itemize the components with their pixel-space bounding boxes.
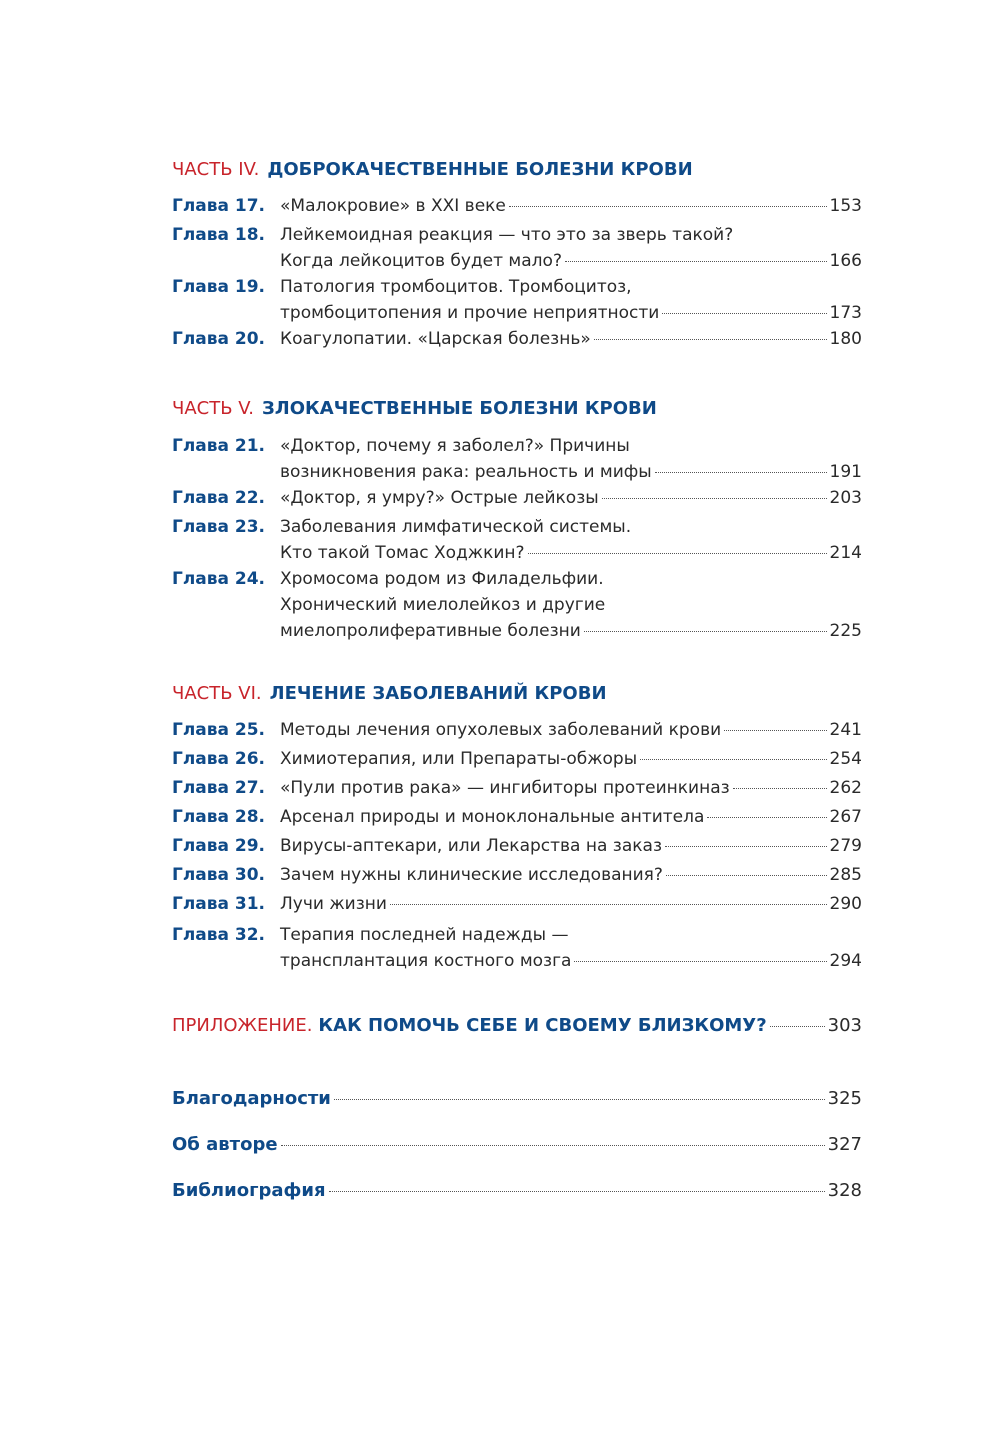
dot-leader (655, 472, 827, 473)
toc-entry-ch23[interactable] (172, 514, 862, 566)
chapter-title: «Доктор, я умру?» Острые лейкозы (280, 488, 599, 508)
page-number: 327 (827, 1134, 862, 1155)
page-number: 267 (829, 807, 862, 827)
page-number: 262 (829, 778, 862, 798)
chapter-number: Глава 20. (172, 329, 266, 349)
chapter-number: Глава 18. (172, 225, 266, 245)
chapter-number: Глава 27. (172, 778, 266, 798)
dot-leader (666, 875, 827, 876)
chapter-number: Глава 19. (172, 277, 266, 297)
part-title: ЛЕЧЕНИЕ ЗАБОЛЕВАНИЙ КРОВИ (269, 683, 607, 704)
chapter-number: Глава 28. (172, 807, 266, 827)
extra-title: Благодарности (172, 1088, 331, 1109)
chapter-title: тромбоцитопения и прочие неприятности (280, 303, 660, 323)
dot-leader (329, 1191, 825, 1192)
page-number: 325 (827, 1088, 862, 1109)
page-number: 173 (829, 303, 862, 323)
dot-leader (724, 730, 826, 731)
chapter-title: миелопролиферативные болезни (280, 621, 581, 641)
dot-leader (334, 1099, 825, 1100)
toc-entry-bibliography[interactable] (172, 1179, 862, 1203)
page-number: 180 (829, 329, 862, 349)
chapter-title: «Пули против рака» — ингибиторы протеинкиназ (280, 778, 730, 798)
part-vi-heading (172, 682, 862, 706)
toc-entry-ch21[interactable] (172, 433, 862, 485)
dot-leader (707, 817, 826, 818)
toc-entry-acknowledgements[interactable] (172, 1087, 862, 1111)
chapter-title: «Малокровие» в XXI веке (280, 196, 506, 216)
chapter-title: Терапия последней надежды — (280, 925, 569, 945)
dot-leader (390, 904, 827, 905)
chapter-title: Патология тромбоцитов. Тромбоцитоз, (280, 277, 632, 297)
page-number: 294 (829, 951, 862, 971)
toc-entry-about-author[interactable] (172, 1133, 862, 1157)
part-title: ЗЛОКАЧЕСТВЕННЫЕ БОЛЕЗНИ КРОВИ (262, 398, 657, 419)
chapter-number: Глава 22. (172, 488, 266, 508)
dot-leader (281, 1145, 825, 1146)
page-number: 328 (827, 1180, 862, 1201)
part-label: ЧАСТЬ VI. (172, 683, 262, 704)
toc-entry-ch19[interactable] (172, 274, 862, 326)
chapter-title: возникновения рака: реальность и мифы (280, 462, 652, 482)
page-number: 285 (829, 865, 862, 885)
toc-entry-ch20[interactable] (172, 326, 862, 352)
chapter-title: Хромосома родом из Филадельфии. (280, 569, 604, 589)
chapter-title: Химиотерапия, или Препараты-обжоры (280, 749, 638, 769)
chapter-number: Глава 32. (172, 925, 266, 945)
dot-leader (662, 313, 826, 314)
page-number: 279 (829, 836, 862, 856)
page-number: 203 (829, 488, 862, 508)
part-title: ДОБРОКАЧЕСТВЕННЫЕ БОЛЕЗНИ КРОВИ (267, 159, 693, 180)
chapter-number: Глава 24. (172, 569, 266, 589)
extra-title: Об авторе (172, 1134, 278, 1155)
chapter-title: «Доктор, почему я заболел?» Причины (280, 436, 630, 456)
toc-entry-ch18[interactable] (172, 222, 862, 274)
dot-leader (770, 1026, 825, 1027)
dot-leader (733, 788, 827, 789)
page-number: 166 (829, 251, 862, 271)
chapter-title: Зачем нужны клинические исследования? (280, 865, 663, 885)
chapter-title: Когда лейкоцитов будет мало? (280, 251, 562, 271)
chapter-title: Лейкемоидная реакция — что это за зверь такой? (280, 225, 734, 245)
dot-leader (565, 261, 827, 262)
part-label: ЧАСТЬ IV. (172, 159, 260, 180)
page-number: 290 (829, 894, 862, 914)
chapter-number: Глава 21. (172, 436, 266, 456)
chapter-title: Лучи жизни (280, 894, 387, 914)
part-label: ЧАСТЬ V. (172, 398, 255, 419)
chapter-number: Глава 29. (172, 836, 266, 856)
chapter-number: Глава 23. (172, 517, 266, 537)
chapter-title: трансплантация костного мозга (280, 951, 572, 971)
toc-entry-ch28[interactable] (172, 804, 862, 830)
toc-entry-ch32[interactable] (172, 922, 862, 974)
dot-leader (602, 498, 827, 499)
chapter-title: Хронический миелолейкоз и другие (280, 595, 606, 615)
page-number: 214 (829, 543, 862, 563)
toc-entry-ch26[interactable] (172, 746, 862, 772)
toc-entry-ch30[interactable] (172, 862, 862, 888)
dot-leader (584, 631, 827, 632)
toc-entry-ch31[interactable] (172, 891, 862, 917)
toc-entry-ch29[interactable] (172, 833, 862, 859)
dot-leader (665, 846, 827, 847)
dot-leader (640, 759, 826, 760)
chapter-number: Глава 31. (172, 894, 266, 914)
extra-title: Библиография (172, 1180, 326, 1201)
page-number: 225 (829, 621, 862, 641)
dot-leader (594, 339, 827, 340)
appendix-title: КАК ПОМОЧЬ СЕБЕ И СВОЕМУ БЛИЗКОМУ? (318, 1015, 767, 1036)
dot-leader (509, 206, 827, 207)
toc-entry-ch17[interactable] (172, 193, 862, 219)
chapter-number: Глава 26. (172, 749, 266, 769)
part-v-heading (172, 397, 862, 421)
toc-entry-appendix[interactable] (172, 1014, 862, 1038)
chapter-number: Глава 30. (172, 865, 266, 885)
dot-leader (574, 961, 826, 962)
part-iv-heading (172, 158, 862, 182)
chapter-number: Глава 25. (172, 720, 266, 740)
chapter-title: Заболевания лимфатической системы. (280, 517, 632, 537)
page-number: 254 (829, 749, 862, 769)
appendix-label: ПРИЛОЖЕНИЕ. (172, 1015, 313, 1036)
page-number: 303 (827, 1015, 862, 1036)
chapter-title: Кто такой Томас Ходжкин? (280, 543, 525, 563)
chapter-title: Коагулопатии. «Царская болезнь» (280, 329, 591, 349)
toc-entry-ch27[interactable] (172, 775, 862, 801)
dot-leader (528, 553, 827, 554)
page-number: 153 (829, 196, 862, 216)
toc-entry-ch25[interactable] (172, 717, 862, 743)
chapter-title: Методы лечения опухолевых заболеваний крови (280, 720, 722, 740)
chapter-title: Арсенал природы и моноклональные антитела (280, 807, 705, 827)
page-number: 241 (829, 720, 862, 740)
page-number: 191 (829, 462, 862, 482)
toc-entry-ch22[interactable] (172, 485, 862, 511)
chapter-number: Глава 17. (172, 196, 266, 216)
chapter-title: Вирусы-аптекари, или Лекарства на заказ (280, 836, 662, 856)
toc-entry-ch24[interactable] (172, 566, 862, 644)
